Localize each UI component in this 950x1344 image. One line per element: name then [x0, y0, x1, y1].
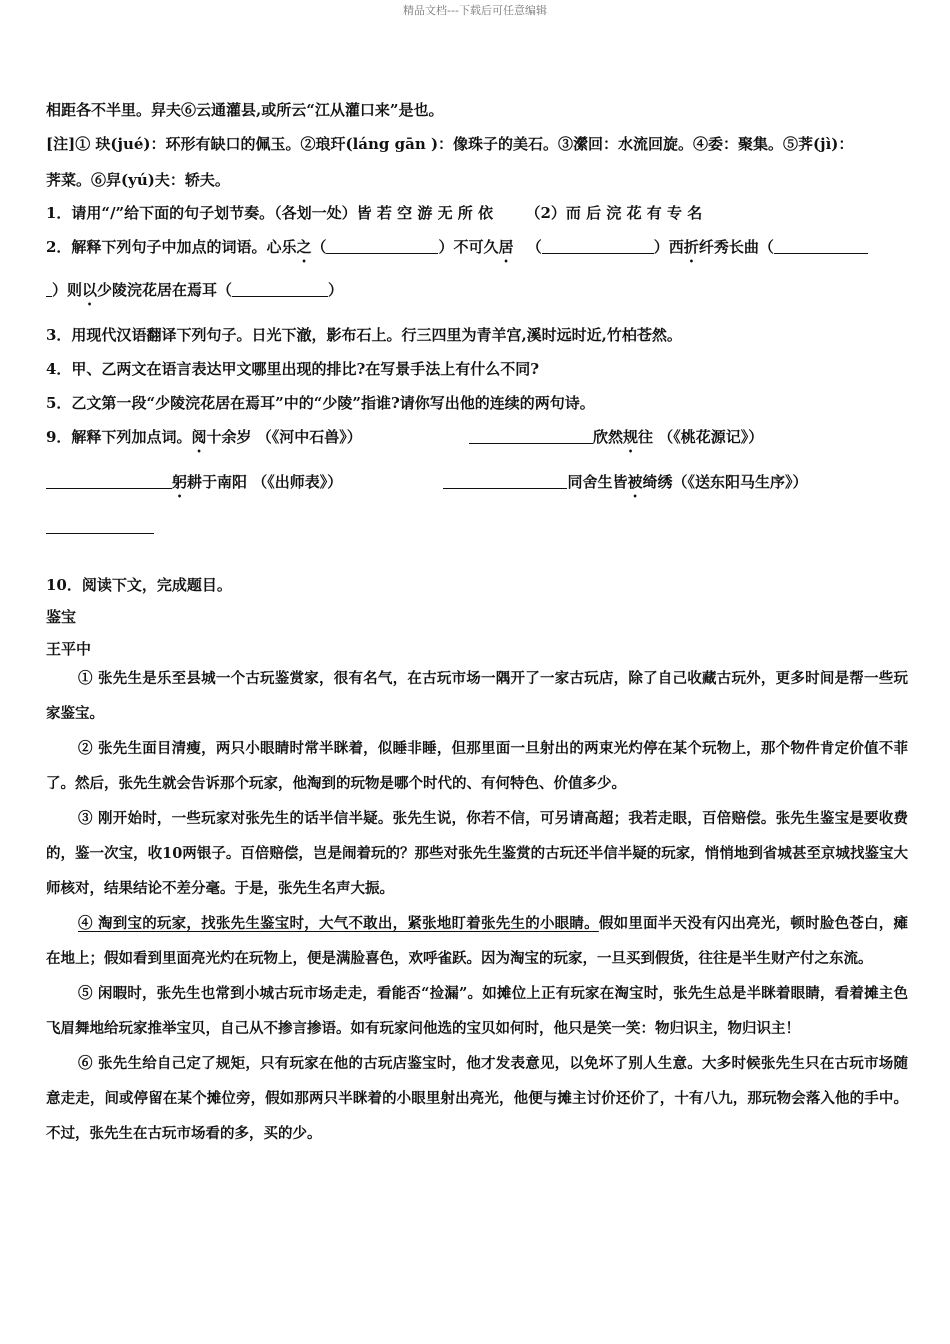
question-1-part-2: （2）而 后 浣 花 有 专 名: [525, 204, 703, 222]
answer-blank[interactable]: [326, 237, 438, 254]
dotted-word: 以: [82, 281, 98, 299]
dotted-word: 被: [627, 473, 643, 491]
dotted-word: 阅: [191, 428, 207, 446]
question-9-text: 十余岁 （《河中石兽》）: [206, 428, 362, 446]
dotted-word: 之: [296, 238, 312, 256]
question-2-text: 少陵浣花居在焉耳（: [97, 281, 233, 299]
passage-line: 相距各不半里。舁夫⑥云通灌县,或所云“江从灌口来”是也。: [46, 101, 444, 119]
question-2-text: 不可久: [453, 238, 499, 256]
question-2-text: 纤秀长曲（: [698, 238, 774, 256]
question-9-text: 往 （《桃花源记》）: [637, 428, 764, 446]
question-2-text: 西: [668, 238, 684, 256]
question-2-text: ）则: [52, 281, 83, 299]
underlined-sentence: ④ 淘到宝的玩家，找张先生鉴宝时，大气不敢出，紧张地盯着张先生的小眼睛。: [78, 915, 599, 932]
question-2-text: 2．解释下列句子中加点的词语。心乐: [46, 238, 297, 256]
question-2-cont: ）则以少陵浣花居在焉耳（ ）: [46, 280, 908, 309]
annotation-line: 荠菜。⑥舁(yú)夫：轿夫。: [46, 171, 230, 189]
question-9-cont: [46, 472, 908, 501]
article-paragraph: [46, 906, 908, 976]
question-1-part-1: 1．请用“/”给下面的句子划节奏。（各划一处）皆 若 空 游 无 所 依: [46, 204, 494, 222]
answer-blank[interactable]: [232, 280, 328, 297]
question-9-text: 耕于南阳 （《出师表》）: [187, 473, 343, 491]
article-title: 鉴宝: [46, 608, 77, 626]
article-paragraph: ⑥ 张先生给自己定了规矩，只有玩家在他的古玩店鉴宝时，他才发表意见，以免坏了别人生意。大多时候张先生只在古玩市场随意走走，间或停留在某个摊位旁，假如那两只半眯着的小眼里射出亮光，他便与摊主讨价还价了，十有八九，那玩物会落入他的手中。不过，张先生在古玩市场看的多，买的少。: [46, 1055, 908, 1142]
question-9-text: 9．解释下列加点词。: [46, 428, 192, 446]
annotation-line: [注]① 玦(jué)：环形有缺口的佩玉。②琅玕(láng gān )：像珠子的美石。③瀠回：水流回旋。④委：聚集。⑤荠(jì)：: [46, 135, 854, 153]
question-1: [46, 203, 908, 223]
article-paragraph: ⑤ 闲暇时，张先生也常到小城古玩市场走走，看能否“捡漏”。如摊位上正有玩家在淘宝时，张先生总是半眯着眼睛，看着摊主色飞眉舞地给玩家推举宝贝，自己从不掺言掺语。如有玩家问他选的宝贝如何时，他只是笑一笑：物归识主，物归识主！: [46, 985, 908, 1037]
answer-blank[interactable]: [46, 517, 154, 534]
paragraph-text: 假如里面半天没有闪出亮光，顿时脸色苍白，瘫在地上；假如看到里面亮光灼在玩物上，便是满脸喜色，欢呼雀跃。因为淘宝的玩家，一旦买到假货，往往是半生财产付之东流。: [46, 915, 908, 967]
answer-blank[interactable]: [46, 472, 172, 489]
article-body: [46, 661, 908, 1151]
dotted-word: 居: [498, 238, 514, 256]
dotted-word: 躬: [172, 473, 188, 491]
article-paragraph: ② 张先生面目清瘦，两只小眼睛时常半眯着，似睡非睡，但那里面一旦射出的两束光灼停在某个玩物上，那个物件肯定价值不菲了。然后，张先生就会告诉那个玩家，他淘到的玩物是哪个时代的、有何特色、价值多少。: [46, 740, 908, 792]
article-author: 王平中: [46, 640, 92, 658]
document-page: [46, 100, 908, 1151]
answer-blank[interactable]: [443, 472, 567, 489]
question-9-text: 欣然: [592, 428, 623, 446]
question-10: 10．阅读下文，完成题目。: [46, 576, 232, 594]
question-9: [46, 427, 908, 456]
article-paragraph: ① 张先生是乐至县城一个古玩鉴赏家，很有名气，在古玩市场一隅开了一家古玩店，除了自己收藏古玩外，更多时间是帮一些玩家鉴宝。: [46, 670, 908, 722]
question-9-cont: [46, 517, 908, 537]
question-9-text: 绮绣（《送东阳马生序》）: [642, 473, 808, 491]
page-header: 精品文档---下载后可任意编辑: [403, 4, 547, 17]
question-2: 2．解释下列句子中加点的词语。心乐之（ ）不可久居 （ ）西折纤秀长曲（: [46, 237, 908, 266]
question-9-text: 同舍生皆: [567, 473, 628, 491]
question-4: 4．甲、乙两文在语言表达甲文哪里出现的排比?在写景手法上有什么不同?: [46, 360, 540, 378]
dotted-word: 规: [622, 428, 638, 446]
question-3: 3．用现代汉语翻译下列句子。日光下澈，影布石上。行三四里为青羊宫,溪时远时近,竹柏苍然。: [46, 326, 682, 344]
dotted-word: 折: [683, 238, 699, 256]
answer-blank[interactable]: [542, 237, 654, 254]
question-5: 5．乙文第一段“少陵浣花居在焉耳”中的“少陵”指谁?请你写出他的连续的两句诗。: [46, 394, 595, 412]
article-paragraph: ③ 刚开始时，一些玩家对张先生的话半信半疑。张先生说，你若不信，可另请高超；我若走眼，百倍赔偿。张先生鉴宝是要收费的，鉴一次宝，收10两银子。百倍赔偿，岂是闹着玩的？那些对张先生鉴赏的古玩还半信半疑的玩家，悄悄地到省城甚至京城找鉴宝大师核对，结果结论不差分毫。于是，张先生名声大振。: [46, 810, 908, 897]
answer-blank[interactable]: [469, 427, 593, 444]
answer-blank[interactable]: [774, 237, 868, 254]
